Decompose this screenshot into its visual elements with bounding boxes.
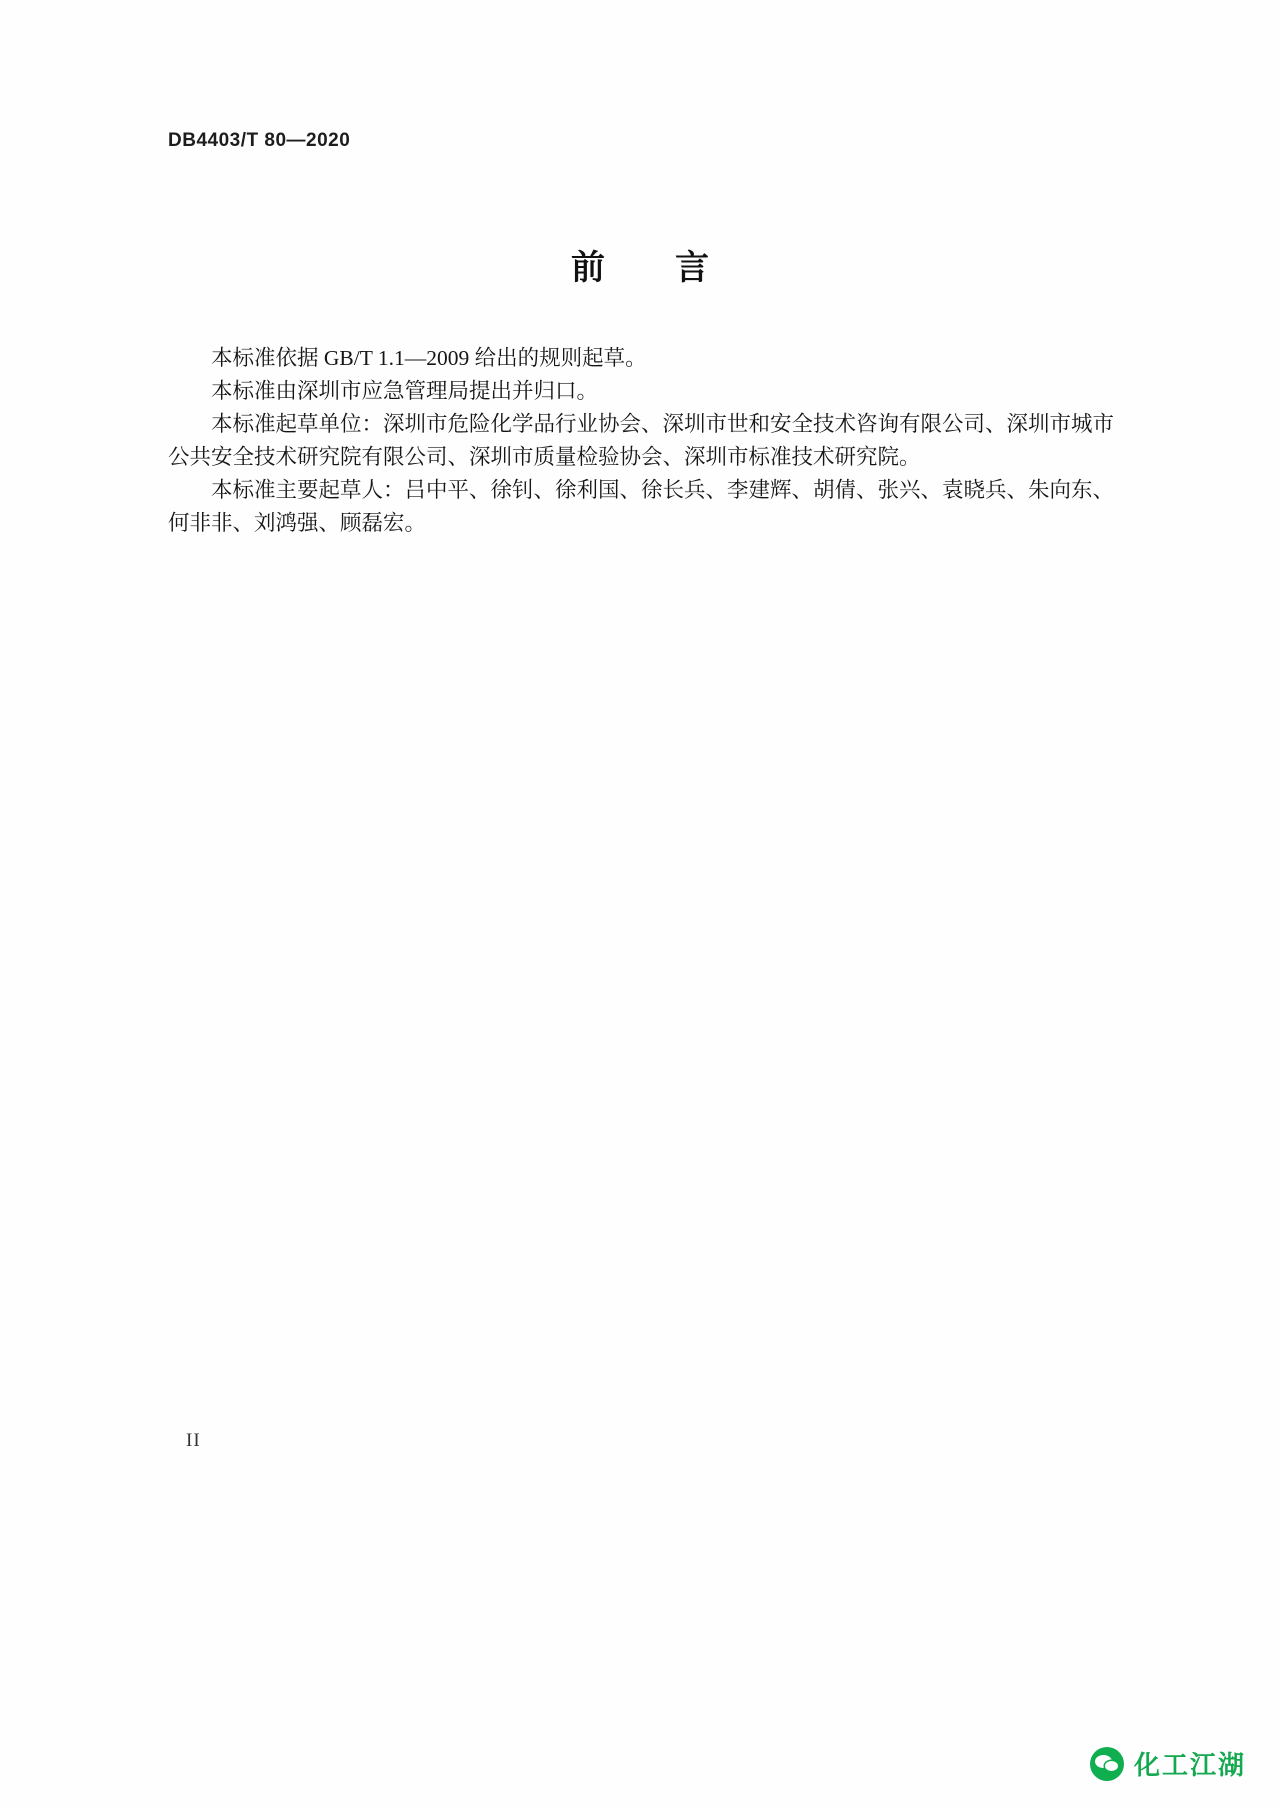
page-title: 前 言	[571, 248, 727, 288]
page-number: II	[186, 1430, 201, 1451]
watermark	[1090, 1745, 1246, 1782]
watermark-label: 化工江湖	[1133, 1751, 1246, 1781]
paragraph: 本标准主要起草人：吕中平、徐钊、徐利国、徐长兵、李建辉、胡倩、张兴、袁晓兵、朱向东、何非非、刘鸿强、顾磊宏。	[168, 478, 1115, 535]
wechat-icon	[1090, 1747, 1124, 1781]
paragraph: 本标准起草单位：深圳市危险化学品行业协会、深圳市世和安全技术咨询有限公司、深圳市城市公共安全技术研究院有限公司、深圳市质量检验协会、深圳市标准技术研究院。	[168, 412, 1115, 469]
document-header-code: DB4403/T 80—2020	[168, 130, 351, 151]
paragraph: 本标准由深圳市应急管理局提出并归口。	[211, 379, 599, 403]
foreword-body	[168, 342, 1114, 540]
paragraph: 本标准依据 GB/T 1.1—2009 给出的规则起草。	[211, 346, 647, 370]
